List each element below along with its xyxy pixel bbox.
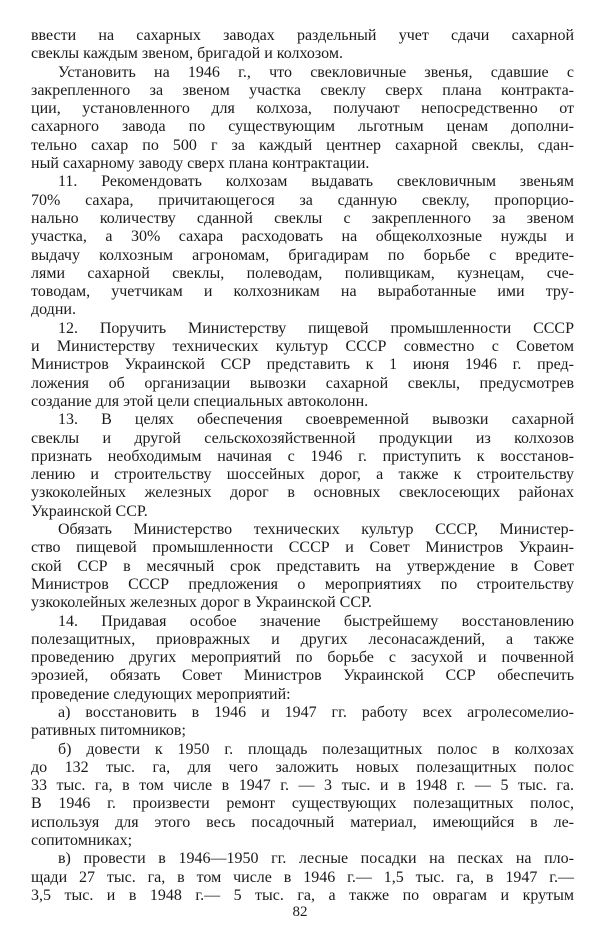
text-line: полезащитных, приовражных и других лесонасаждений, а также	[31, 630, 574, 648]
text-line: Установить на 1946 г., что свекловичные звенья, сдавшие с	[58, 63, 574, 81]
text-line: ративных питомников;	[31, 722, 186, 740]
text-line: узкоколейных железных дорог в основных свеклосеющих районах	[31, 484, 574, 502]
text-line: свеклы и другой сельскохозяйственной продукции из колхозов	[31, 429, 574, 447]
text-line: тельно сахар по 500 г за каждый центнер сахарной свеклы, сдан-	[31, 136, 574, 154]
text-line: нально количеству сданной свеклы с закрепленного за звеном	[31, 209, 574, 227]
text-line: ской ССР в месячный срок представить на утверждение в Совет	[31, 557, 574, 575]
text-line: узкоколейных железных дорог в Украинской ССР.	[31, 594, 372, 612]
text-line: 3,5 тыс. и в 1948 г.— 5 тыс. га, а также по оврагам и крутым	[31, 886, 574, 904]
text-line: проведение следующих мероприятий:	[31, 685, 291, 703]
text-line: сахарного завода по существующим льготным ценам дополни-	[31, 118, 574, 136]
text-line: Обязать Министерство технических культур СССР, Министер-	[58, 521, 574, 539]
text-line: Украинской ССР.	[31, 502, 148, 520]
paragraph	[31, 521, 574, 612]
text-line: ввести на сахарных заводах раздельный учет сдачи сахарной	[31, 27, 574, 44]
text-line: а) восстановить в 1946 и 1947 гг. работу всех агролесомелио-	[58, 703, 574, 721]
text-line: ции, установленного для колхоза, получают непосредственно от	[31, 100, 574, 118]
text-line: 13. В целях обеспечения своевременной вывозки сахарной	[58, 411, 574, 429]
text-line: эрозией, обязать Совет Министров Украинской ССР обеспечить	[31, 667, 574, 685]
paragraph	[31, 411, 574, 521]
text-line: лями сахарной свеклы, полеводам, поливщикам, кузнецам, сче-	[31, 264, 574, 282]
paragraph	[31, 704, 574, 741]
text-line: сопитомниках;	[31, 832, 133, 850]
text-line: щади 27 тыс. га, в том числе в 1946 г.— 1,5 тыс. га, в 1947 г.—	[31, 868, 574, 886]
paragraph	[31, 850, 574, 905]
paragraph	[31, 173, 574, 319]
text-line: Министров СССР предложения о мероприятиях по строительству	[31, 575, 574, 593]
document-body	[31, 27, 574, 905]
text-line: 70% сахара, причитающегося за сданную свеклу, пропорцио-	[31, 191, 574, 209]
text-line: до 132 тыс. га, для чего заложить новых полезащитных полос	[31, 758, 574, 776]
text-line: лению и строительству шоссейных дорог, а также к строительству	[31, 466, 574, 484]
text-line: 33 тыс. га, в том числе в 1947 г. — 3 тыс. и в 1948 г. — 5 тыс. га.	[31, 777, 574, 795]
text-line: додни.	[31, 301, 76, 319]
text-line: и Министерству технических культур СССР совместно с Советом	[31, 338, 574, 356]
text-line: в) провести в 1946—1950 гг. лесные посадки на песках на пло-	[58, 850, 574, 868]
text-line: используя для этого весь посадочный материал, имеющийся в ле-	[31, 813, 574, 831]
text-line: товодам, учетчикам и колхозникам на выработанные ими тру-	[31, 283, 574, 301]
text-line: 14. Придавая особое значение быстрейшему восстановлению	[58, 612, 574, 630]
paragraph	[31, 741, 574, 851]
text-line: выдачу колхозным агрономам, бригадирам по борьбе с вредите-	[31, 246, 574, 264]
page-number: 82	[292, 904, 308, 920]
text-line: участка, а 30% сахара расходовать на общеколхозные нужды и	[31, 228, 574, 246]
text-line: закрепленного за звеном участка свеклу сверх плана контракта-	[31, 81, 574, 99]
text-line: признать необходимым начиная с 1946 г. приступить к восстанов-	[31, 447, 574, 465]
text-line: ный сахарному заводу сверх плана контрактации.	[31, 155, 370, 173]
text-line: создание для этой цели специальных автоколонн.	[31, 392, 369, 410]
paragraph	[31, 27, 574, 64]
paragraph	[31, 613, 574, 704]
text-line: б) довести к 1950 г. площадь полезащитных полос в колхозах	[58, 740, 574, 758]
text-line: свеклы каждым звеном, бригадой и колхозом.	[31, 45, 343, 63]
paragraph	[31, 320, 574, 411]
paragraph	[31, 64, 574, 174]
text-line: проведению других мероприятий по борьбе с засухой и почвенной	[31, 649, 574, 667]
text-line: ство пищевой промышленности СССР и Совет Министров Украин-	[31, 539, 574, 557]
text-line: 12. Поручить Министерству пищевой промышленности СССР	[58, 319, 574, 337]
text-line: В 1946 г. произвести ремонт существующих полезащитных полос,	[31, 795, 574, 813]
text-line: 11. Рекомендовать колхозам выдавать свекловичным звеньям	[58, 173, 574, 191]
text-line: ложения об организации вывозки сахарной свеклы, предусмотрев	[31, 374, 574, 392]
text-line: Министров Украинской ССР представить к 1 июня 1946 г. пред-	[31, 356, 574, 374]
